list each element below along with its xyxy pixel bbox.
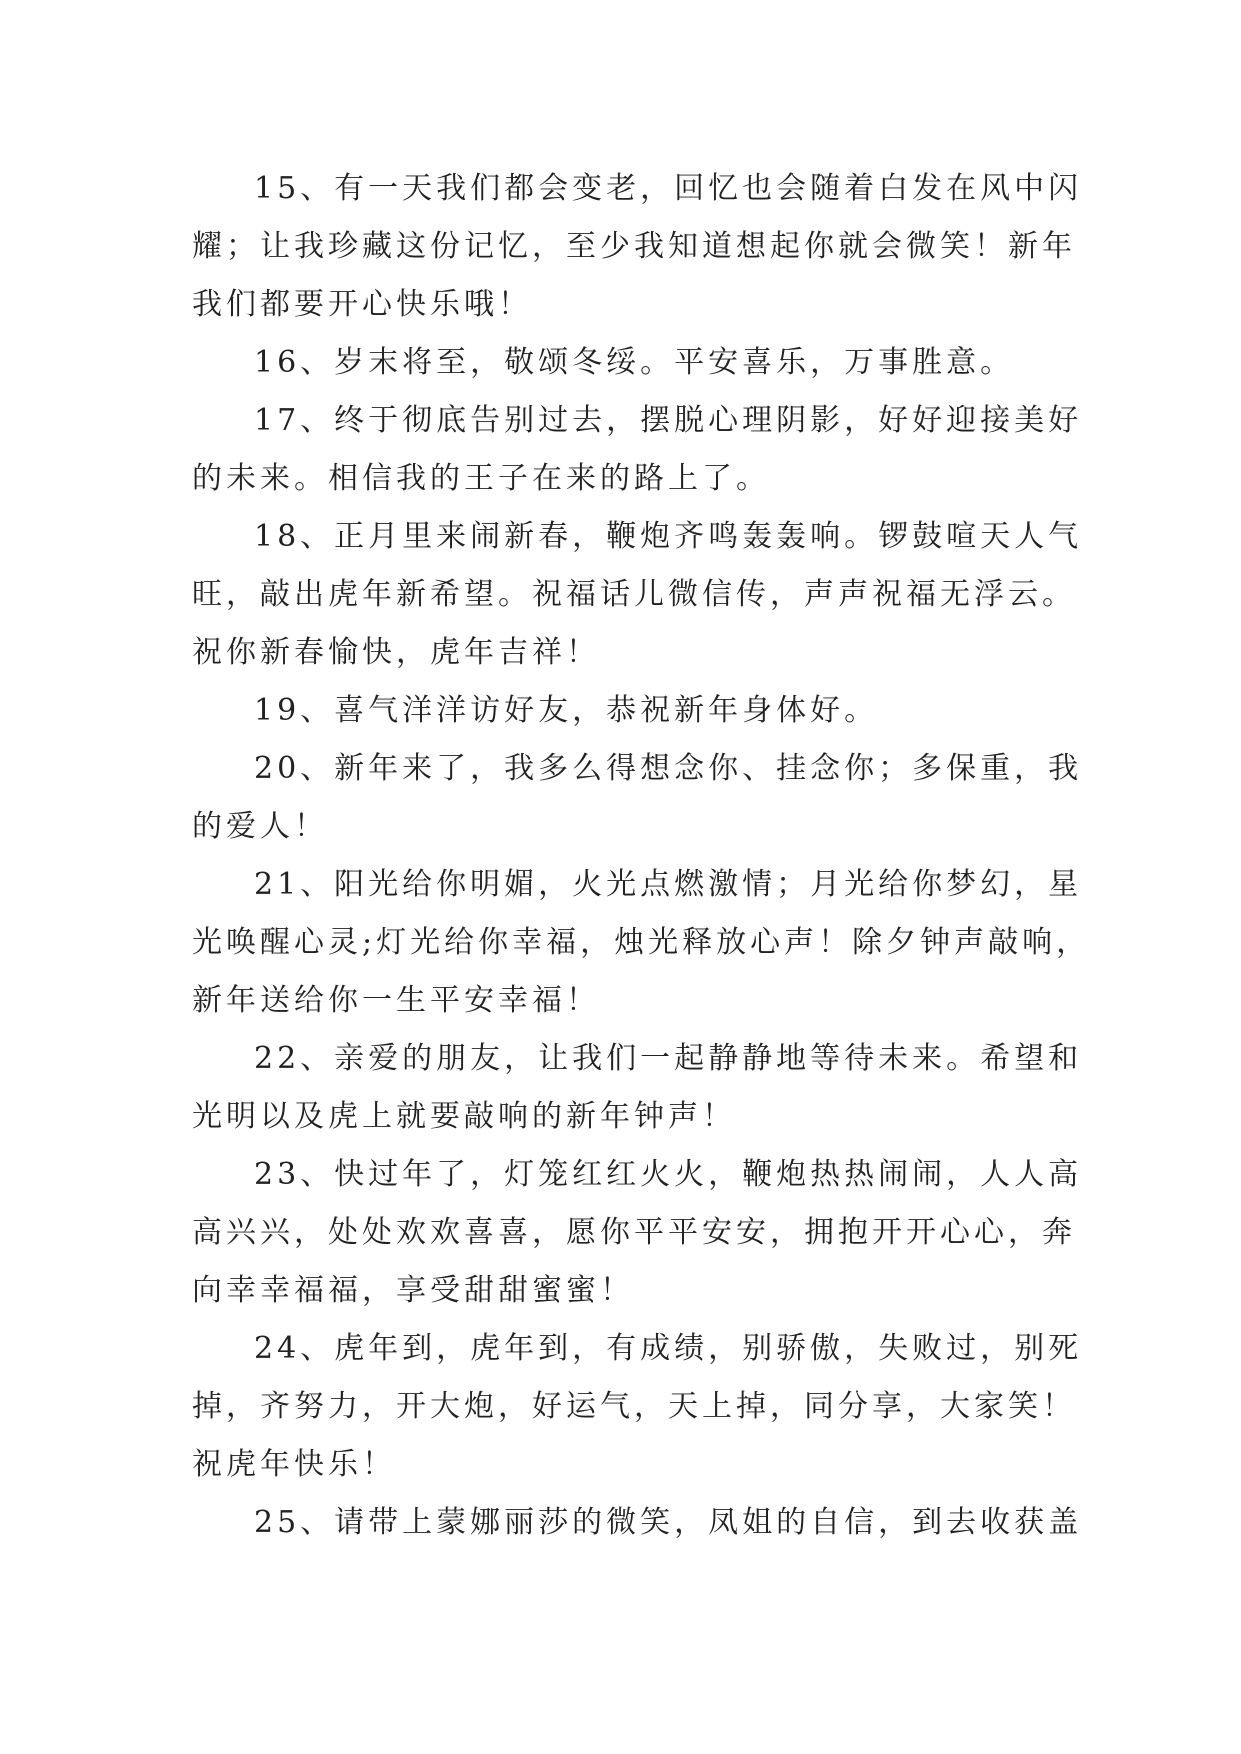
text-line: 21、阳光给你明媚，火光点燃激情；月光给你梦幻，星 — [254, 867, 1083, 902]
text-line: 16、岁末将至，敬颂冬绥。平安喜乐，万事胜意。 — [254, 345, 1015, 380]
text-line: 向幸幸福福，享受甜甜蜜蜜！ — [192, 1273, 634, 1308]
paragraph-19 — [192, 682, 1054, 740]
text-line: 祝虎年快乐！ — [192, 1447, 396, 1482]
paragraph-24 — [192, 1320, 1083, 1494]
document-body — [192, 160, 1091, 1552]
text-line: 19、喜气洋洋访好友，恭祝新年身体好。 — [254, 693, 879, 728]
text-line: 22、亲爱的朋友，让我们一起静静地等待未来。希望和 — [254, 1041, 1083, 1076]
text-line: 耀；让我珍藏这份记忆，至少我知道想起你就会微笑！新年 — [192, 229, 1076, 264]
paragraph-18 — [192, 508, 1083, 682]
paragraph-22 — [192, 1030, 1083, 1146]
text-line: 20、新年来了，我多么得想念你、挂念你；多保重，我 — [254, 751, 1083, 786]
paragraph-21 — [192, 856, 1091, 1030]
text-line: 祝你新春愉快，虎年吉祥！ — [192, 635, 600, 670]
text-line: 光唤醒心灵;灯光给你幸福，烛光释放心声！除夕钟声敲响， — [192, 925, 1091, 960]
text-line: 24、虎年到，虎年到，有成绩，别骄傲，失败过，别死 — [254, 1331, 1083, 1366]
paragraph-16 — [192, 334, 1054, 392]
text-line: 旺，敲出虎年新希望。祝福话儿微信传，声声祝福无浮云。 — [192, 577, 1076, 612]
text-line: 25、请带上蒙娜丽莎的微笑，凤姐的自信，到去收获盖 — [254, 1505, 1083, 1540]
paragraph-17 — [192, 392, 1083, 508]
text-line: 高兴兴，处处欢欢喜喜，愿你平平安安，拥抱开开心心，奔 — [192, 1215, 1076, 1250]
text-line: 15、有一天我们都会变老，回忆也会随着白发在风中闪 — [254, 171, 1083, 206]
text-line: 掉，齐努力，开大炮，好运气，天上掉，同分享，大家笑！ — [192, 1389, 1076, 1424]
paragraph-25 — [192, 1494, 1083, 1552]
text-line: 17、终于彻底告别过去，摆脱心理阴影，好好迎接美好 — [254, 403, 1083, 438]
text-line: 光明以及虎上就要敲响的新年钟声！ — [192, 1099, 736, 1134]
paragraph-20 — [192, 740, 1083, 856]
text-line: 的爱人！ — [192, 809, 328, 844]
paragraph-23 — [192, 1146, 1083, 1320]
text-line: 23、快过年了，灯笼红红火火，鞭炮热热闹闹，人人高 — [254, 1157, 1083, 1192]
text-line: 我们都要开心快乐哦！ — [192, 287, 532, 322]
paragraph-15 — [192, 160, 1083, 334]
text-line: 的未来。相信我的王子在来的路上了。 — [192, 461, 770, 496]
text-line: 新年送给你一生平安幸福！ — [192, 983, 600, 1018]
text-line: 18、正月里来闹新春，鞭炮齐鸣轰轰响。锣鼓喧天人气 — [254, 519, 1083, 554]
